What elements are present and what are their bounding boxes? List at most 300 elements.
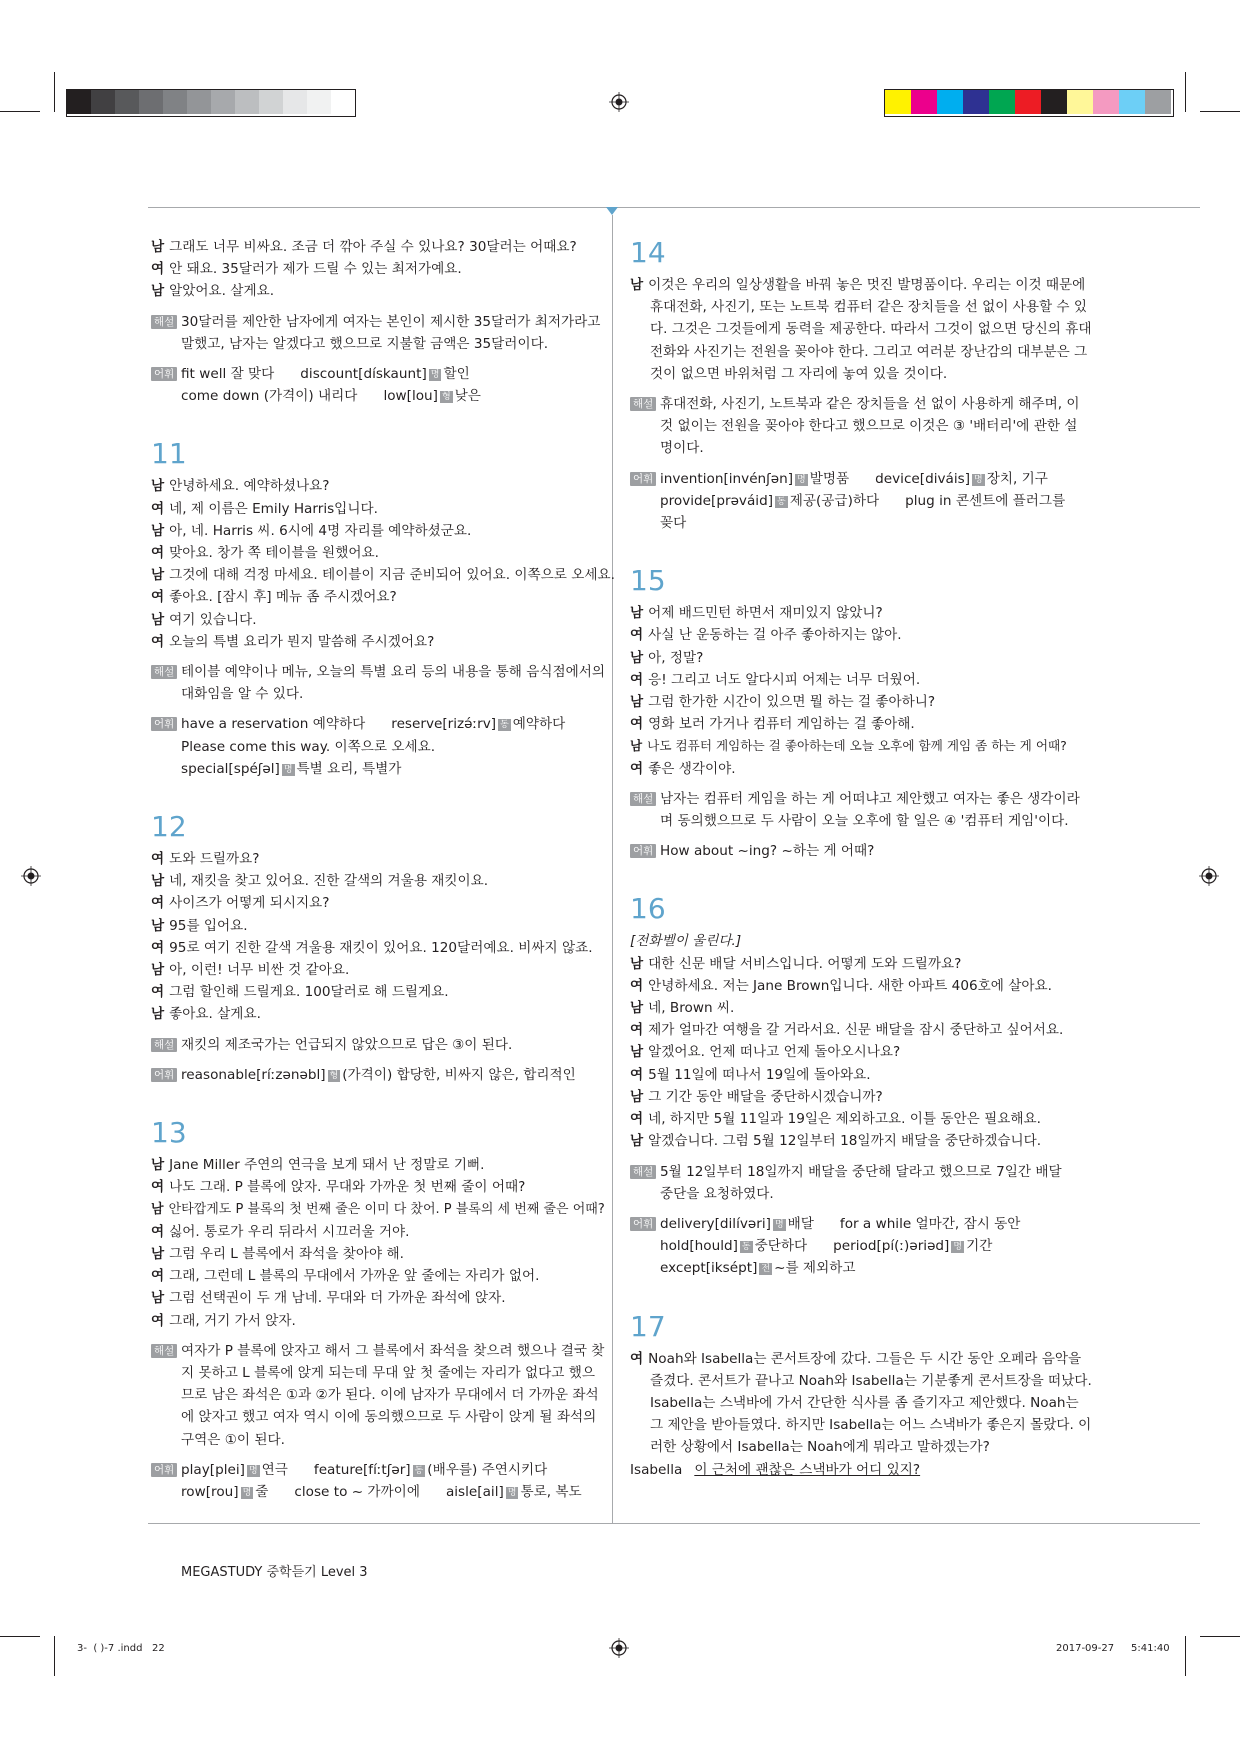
vocab-entry: device[diváis] [875, 470, 971, 487]
crop-mark [1200, 111, 1240, 112]
note-line [660, 1257, 1082, 1279]
dialogue-line [630, 1019, 1082, 1041]
utterance: 대한 신문 배달 서비스입니다. 어떻게 도와 드릴까요? [648, 955, 962, 972]
question-number: 13 [151, 1116, 187, 1150]
question-number: 11 [151, 437, 187, 471]
dialogue-line [630, 997, 1082, 1019]
color-swatch [989, 90, 1015, 114]
monologue-line: 그 제안을 받아들였다. 하지만 Isabella는 어느 스낵바가 좋은지 몰랐다. 이 [650, 1417, 1092, 1434]
note-line [660, 468, 1082, 490]
vocab-meaning: 예약하다 [512, 716, 566, 733]
utterance: 좋아요. [잠시 후] 메뉴 좀 주시겠어요? [169, 589, 397, 606]
vocab-meaning: 기간 [966, 1238, 993, 1255]
utterance: 안녕하세요. 저는 Jane Brown입니다. 새한 아파트 406호에 살아요. [648, 977, 1052, 994]
right-column [630, 236, 1092, 1481]
dialogue [630, 953, 1082, 1153]
note-line: 30달러를 제안한 남자에게 여자는 본인이 제시한 35달러가 최저가라고 [181, 313, 601, 330]
monologue [630, 1348, 1092, 1459]
utterance: 제가 얼마간 여행을 갈 거라서요. 신문 배달을 잠시 중단하고 싶어서요. [648, 1022, 1064, 1039]
dialogue-line [151, 1221, 601, 1243]
speaker: 여 [630, 716, 644, 733]
note-line [181, 1459, 601, 1481]
utterance: 좋은 생각이야. [648, 760, 736, 777]
dialogue-line [151, 915, 601, 937]
dialogue-line [630, 713, 1082, 735]
monologue-line: 전화와 사진기는 전원을 꽂아야 한다. 그리고 여러분 장난감의 대부분은 그 [650, 343, 1088, 360]
note-line: 5월 12일부터 18일까지 배달을 중단해 달라고 했으므로 7일간 배달 [660, 1163, 1062, 1180]
vocabulary-note [151, 713, 601, 780]
utterance: 네, 재킷을 찾고 있어요. 진한 갈색의 겨울용 재킷이요. [169, 873, 489, 890]
dialogue [630, 602, 1082, 780]
color-swatch [1067, 90, 1093, 114]
utterance: 나도 그래. P 블록에 앉자. 무대와 가까운 첫 번째 줄이 어때? [169, 1179, 526, 1196]
slug-date: 2017-09-27 [1056, 1643, 1115, 1654]
vocabulary-tag: 어휘 [630, 844, 656, 858]
dialogue-line [151, 1243, 601, 1265]
speaker: 남 [630, 1133, 644, 1150]
explanation-note [151, 1340, 605, 1451]
answer-line [630, 1459, 1082, 1481]
gray-swatch [307, 90, 331, 114]
vocabulary-note [630, 468, 1082, 535]
vocabulary-tag: 어휘 [151, 367, 177, 381]
note-line: 중단을 요청하였다. [660, 1185, 774, 1202]
slug-time: 5:41:40 [1131, 1643, 1170, 1654]
dialogue-line [630, 975, 1082, 997]
utterance: 5월 11일에 떠나서 19일에 돌아와요. [648, 1066, 871, 1083]
gray-swatch [259, 90, 283, 114]
pos-badge: 동 [500, 720, 509, 731]
pos-badge: 전 [761, 1264, 771, 1275]
vocab-meaning: 배달 [787, 1215, 814, 1232]
note-line: 명이다. [660, 440, 704, 457]
vocab-meaning: ~를 제외하고 [774, 1260, 856, 1277]
utterance: 여기 있습니다. [169, 611, 257, 628]
vocab-entry: low[lou] [383, 388, 438, 405]
speaker: 남 [630, 1044, 644, 1061]
vocab-entry: reasonable[ríːzənəbl] [181, 1066, 326, 1083]
monologue-line: Isabella는 스낵바에 가서 간단한 식사를 좀 즐기자고 제안했다. Noah는 [650, 1394, 1079, 1411]
dialogue-line [630, 1130, 1082, 1152]
pos-badge: 명 [974, 474, 983, 485]
dialogue-line [151, 498, 601, 520]
dialogue-line [630, 669, 1082, 691]
vocab-entry: for a while 얼마간, 잠시 동안 [839, 1215, 1021, 1232]
dialogue-line [151, 1003, 601, 1025]
monologue-line: 다. 그것은 그것들에게 동력을 제공한다. 따라서 그것이 없으면 당신의 휴대 [650, 321, 1092, 338]
dialogue-line [151, 892, 601, 914]
monologue-line: 즐겼다. 콘서트가 끝나고 Noah와 Isabella는 기분좋게 콘서트장을 떠났다. [650, 1372, 1092, 1389]
vocab-entry: special[spéʃəl] [181, 760, 280, 777]
vocab-meaning: 줄 [255, 1483, 269, 1500]
vocab-entry: period[pí(ː)əriəd] [833, 1238, 950, 1255]
vocabulary-note [151, 1064, 601, 1086]
vocab-meaning: 중단하다 [754, 1238, 808, 1255]
dialogue-line [630, 1041, 1082, 1063]
pos-badge: 명 [248, 1465, 258, 1476]
utterance: 95로 여기 진한 갈색 겨울용 재킷이 있어요. 120달러예요. 비싸지 않죠. [169, 939, 593, 956]
monologue-line: 것이 없으면 바위처럼 그 자리에 놓여 있을 것이다. [650, 365, 948, 382]
dialogue-line [151, 981, 601, 1003]
speaker: 여 [630, 671, 644, 688]
note-line: 말했고, 남자는 알겠다고 했으므로 지불할 금액은 35달러이다. [181, 335, 549, 352]
note-line: 구역은 ①이 된다. [181, 1431, 285, 1448]
vocab-entry: plug in 콘센트에 플러그를 [905, 492, 1066, 509]
explanation-tag: 해설 [151, 315, 177, 329]
speaker: 남 [151, 567, 165, 584]
utterance: 아, 정말? [648, 649, 704, 666]
pos-badge: 동 [777, 496, 786, 507]
dialogue [151, 475, 615, 653]
utterance: 그래, 거기 가서 앉자. [169, 1312, 296, 1329]
crop-mark [1200, 1636, 1240, 1637]
color-swatch [885, 90, 911, 114]
left-column [151, 236, 615, 1503]
vocab-meaning: 연극 [261, 1461, 288, 1478]
utterance: 사실 난 운동하는 걸 아주 좋아하지는 않아. [648, 627, 902, 644]
utterance: 아, 네. Harris 씨. 6시에 4명 자리를 예약하셨군요. [169, 522, 472, 539]
dialogue-line [151, 475, 601, 497]
speaker: 남 [630, 1088, 644, 1105]
bottom-rule [148, 1523, 1200, 1524]
crop-mark [1185, 72, 1186, 112]
dialogue-line [630, 647, 1082, 669]
monologue-line [630, 1348, 1082, 1370]
question-number: 15 [630, 564, 666, 598]
note-line [181, 363, 601, 385]
stage-direction: [전화벨이 울린다.] [630, 933, 742, 950]
vocab-meaning: 특별 요리, 특별가 [296, 760, 402, 777]
note-line: 테이블 예약이나 메뉴, 오늘의 특별 요리 등의 내용을 통해 음식점에서의 [181, 664, 606, 681]
note-line [660, 490, 1082, 512]
explanation-tag: 해설 [151, 1344, 177, 1358]
vocab-entry: invention[invénʃən] [660, 470, 794, 487]
intro-dialogue [151, 236, 601, 303]
utterance: 좋아요. 살게요. [169, 1006, 261, 1023]
note-line: 것 없이는 전원을 꽂아야 한다고 했으므로 이것은 ③ '배터리'에 관한 설 [660, 418, 1078, 435]
monologue-line: 남 이것은 우리의 일상생활을 바꿔 놓은 멋진 발명품이다. 우리는 이것 때문에 [630, 277, 1086, 293]
vocab-meaning: (배우를) 주연시키다 [427, 1461, 548, 1478]
utterance: 아, 이런! 너무 비싼 것 같아요. [169, 962, 350, 979]
note-line: 재킷의 제조국가는 언급되지 않았으므로 답은 ③이 된다. [181, 1036, 513, 1053]
speaker: 남 [630, 1000, 644, 1017]
vocab-entry: discount[dískaunt] [300, 366, 427, 383]
gray-swatch [115, 90, 139, 114]
dialogue-line [151, 1265, 601, 1287]
dialogue-line [151, 258, 601, 280]
utterance: Jane Miller 주연의 연극을 보게 돼서 난 정말로 기뻐. [169, 1157, 485, 1174]
speaker: 여 [630, 760, 644, 777]
utterance: 그것에 대해 걱정 마세요. 테이블이 지금 준비되어 있어요. 이쪽으로 오세요. [169, 567, 615, 584]
dialogue-line [151, 848, 601, 870]
vocab-entry: feature[fíːtʃər] [313, 1461, 411, 1478]
crop-mark [54, 1636, 55, 1676]
monologue [630, 274, 1092, 385]
note-line: 며 동의했으므로 두 사람이 오늘 오후에 할 일은 ④ '컴퓨터 게임'이다. [660, 813, 1069, 830]
explanation-note [630, 1161, 1082, 1205]
note-line [181, 1481, 601, 1503]
note-line: How about ~ing? ~하는 게 어때? [660, 843, 875, 860]
speaker: 여 [151, 589, 165, 606]
dialogue-line [151, 1176, 601, 1198]
vocab-entry: fit well 잘 맞다 [181, 366, 275, 383]
dialogue-line [630, 1064, 1082, 1086]
speaker: 여 [630, 1111, 644, 1128]
note-line [660, 1235, 1082, 1257]
note-line: 꽂다 [660, 515, 687, 532]
monologue-line: 휴대전화, 사진기, 또는 노트북 컴퓨터 같은 장치들을 선 없이 사용할 수 있 [650, 299, 1087, 316]
dialogue-line [151, 564, 615, 586]
dialogue-line [630, 758, 1082, 780]
speaker: 남 [151, 873, 165, 890]
vocab-meaning: 장치, 기구 [986, 470, 1048, 487]
speaker: 남 [630, 694, 644, 711]
explanation-note [630, 393, 1082, 460]
slug-filename: 3- ( )-7 .indd 22 [77, 1643, 165, 1654]
color-swatch [1145, 90, 1171, 114]
vocab-meaning: (가격이) 합당한, 비싸지 않은, 합리적인 [342, 1066, 576, 1083]
speaker: 여 [151, 939, 165, 956]
utterance: 95를 입어요. [169, 917, 248, 934]
registration-mark-icon [609, 92, 629, 112]
answer-speaker: Isabella [630, 1461, 683, 1478]
pos-badge: 형 [441, 392, 451, 403]
utterance: 알겠습니다. 그럼 5월 12일부터 18일까지 배달을 중단하겠습니다. [648, 1133, 1042, 1150]
vocab-entry: close to ~ 가까이에 [294, 1483, 420, 1500]
utterance: 그래도 너무 비싸요. 조금 더 깎아 주실 수 있나요? 30달러는 어때요? [169, 239, 577, 255]
utterance: 응! 그리고 너도 알다시피 어제는 너무 더웠어. [648, 671, 921, 688]
gray-swatch [235, 90, 259, 114]
explanation-note [151, 1034, 601, 1056]
speaker: 남 [630, 955, 644, 972]
speaker: 남 [151, 962, 165, 979]
dialogue [151, 848, 601, 1026]
question-number: 14 [630, 236, 666, 269]
speaker: 여 [151, 545, 165, 562]
speaker: 여 [151, 851, 165, 868]
vocab-entry: play[plei] [181, 1461, 245, 1478]
speaker: 남 [151, 1245, 165, 1262]
crop-mark [0, 1636, 40, 1637]
answer-text: 이 근처에 괜찮은 스낵바가 어디 있지? [694, 1461, 921, 1478]
explanation-note [151, 311, 601, 355]
crop-mark [54, 72, 55, 112]
vocab-meaning: 발명품 [809, 470, 850, 487]
utterance: 그럼 선택권이 두 개 남네. 무대와 더 가까운 좌석에 앉자. [169, 1290, 506, 1307]
dialogue [151, 1154, 605, 1332]
note-line: 에 앉자고 했고 여자 역시 이에 동의했으므로 두 사람이 앉게 될 좌석의 [181, 1409, 597, 1426]
vocabulary-note [151, 1459, 601, 1503]
crop-mark [1185, 1636, 1186, 1676]
speaker: 여 [151, 261, 165, 278]
registration-mark-icon [21, 866, 41, 886]
dialogue-line [151, 959, 601, 981]
utterance: 싫어. 통로가 우리 뒤라서 시끄러울 거야. [169, 1223, 410, 1240]
utterance: 그럼 할인해 드릴게요. 100달러로 해 드릴게요. [169, 984, 449, 1001]
dialogue-line [151, 280, 601, 302]
dialogue-line [151, 542, 601, 564]
dialogue-line [151, 631, 601, 653]
vocab-meaning: 제공(공급)하다 [789, 492, 880, 509]
dialogue-line [630, 953, 1082, 975]
question-number: 17 [630, 1309, 666, 1343]
note-line: 여자가 P 블록에 앉자고 해서 그 블록에서 좌석을 찾으려 했으나 결국 찾 [181, 1342, 605, 1359]
vocabulary-tag: 어휘 [151, 717, 177, 731]
crop-mark [0, 111, 40, 112]
vocab-entry: row[rou] [181, 1483, 239, 1500]
dialogue-line [151, 1154, 601, 1176]
gray-swatch [211, 90, 235, 114]
note-line [181, 385, 601, 407]
speaker: 여 [151, 895, 165, 912]
utterance: 그 기간 동안 배달을 중단하시겠습니까? [648, 1088, 883, 1105]
pos-badge: 명 [774, 1219, 784, 1230]
dialogue-line [151, 236, 601, 258]
explanation-note [151, 661, 606, 705]
color-swatch [937, 90, 963, 114]
gray-swatch [67, 90, 91, 114]
dialogue-line [151, 586, 601, 608]
vocab-entry: have a reservation 예약하다 [181, 716, 366, 733]
gray-swatch [283, 90, 307, 114]
color-swatch [1119, 90, 1145, 114]
utterance: 맞아요. 창가 쪽 테이블을 원했어요. [169, 545, 379, 562]
speaker: 여 [630, 977, 644, 994]
pos-badge: 동 [741, 1242, 751, 1253]
vocabulary-note [630, 1213, 1082, 1280]
registration-mark-icon [609, 1638, 629, 1658]
utterance: 그래, 그런데 L 블록의 무대에서 가까운 앞 줄에는 자리가 없어. [169, 1268, 540, 1285]
vocabulary-tag: 어휘 [151, 1068, 177, 1082]
vocabulary-note [151, 363, 601, 407]
note-line: 지 못하고 L 블록에 앉게 되는데 무대 앞 첫 줄에는 자리가 없다고 했으 [181, 1364, 595, 1381]
monologue-line: 러한 상황에서 Isabella는 Noah에게 뭐라고 말하겠는가? [650, 1439, 990, 1456]
speaker: 여 [630, 1066, 644, 1083]
note-line: 휴대전화, 사진기, 노트북과 같은 장치들을 선 없이 사용하게 해주며, 이 [660, 396, 1080, 413]
gray-swatch [139, 90, 163, 114]
note-line [181, 758, 601, 780]
pos-badge: 형 [329, 1070, 339, 1081]
pos-badge: 명 [953, 1242, 963, 1253]
note-line [660, 1213, 1082, 1235]
dialogue-line [151, 870, 601, 892]
utterance: 알겠어요. 언제 떠나고 언제 돌아오시나요? [648, 1044, 901, 1061]
speaker: 남 [630, 738, 643, 754]
vocab-meaning: 할인 [443, 366, 470, 383]
vocab-meaning: 낮은 [454, 388, 481, 405]
speaker: 남 [151, 611, 165, 628]
utterance: 나도 컴퓨터 게임하는 걸 좋아하는데 오늘 오후에 함께 게임 좀 하는 게 어때? [647, 738, 1067, 754]
column-divider [612, 215, 613, 1523]
dialogue-line [630, 1086, 1082, 1108]
note-line: 남자는 컴퓨터 게임을 하는 게 어떠냐고 제안했고 여자는 좋은 생각이라 [660, 790, 1080, 807]
utterance: 이것은 우리의 일상생활을 바꿔 놓은 멋진 발명품이다. 우리는 이것 때문에 [648, 277, 1086, 293]
dialogue-line [151, 609, 601, 631]
speaker: 남 [151, 917, 165, 934]
explanation-tag: 해설 [151, 665, 177, 679]
dialogue-line [630, 735, 1082, 757]
utterance: 그럼 우리 L 블록에서 좌석을 찾아야 해. [169, 1245, 404, 1262]
utterance: 네, Brown 씨. [648, 1000, 735, 1017]
utterance: 안 돼요. 35달러가 제가 드릴 수 있는 최저가예요. [169, 261, 462, 278]
explanation-tag: 해설 [630, 792, 656, 806]
pos-badge: 명 [283, 764, 293, 775]
vocab-entry: delivery[dilívəri] [660, 1215, 771, 1232]
question-number: 12 [151, 810, 187, 844]
speaker: 남 [151, 478, 165, 495]
dialogue-line [151, 1287, 601, 1309]
dialogue-line [151, 520, 601, 542]
pos-badge: 동 [414, 1465, 424, 1476]
vocabulary-tag: 어휘 [630, 1217, 656, 1231]
pos-badge: 명 [797, 474, 806, 485]
utterance: 그럼 한가한 시간이 있으면 뭘 하는 걸 좋아하니? [648, 694, 936, 711]
pos-badge: 명 [507, 1487, 517, 1498]
speaker: 여 [151, 984, 165, 1001]
utterance: 어제 배드민턴 하면서 재미있지 않았니? [648, 605, 883, 622]
speaker: 남 [151, 283, 165, 300]
utterance: 네, 제 이름은 Emily Harris입니다. [169, 500, 378, 517]
explanation-tag: 해설 [151, 1038, 177, 1052]
speaker: 남 [151, 1290, 165, 1307]
vocab-entry: Please come this way. 이쪽으로 오세요. [181, 738, 436, 755]
speaker: 남 [151, 1157, 165, 1174]
dialogue-line [151, 1199, 605, 1221]
gray-swatch [187, 90, 211, 114]
footer-title: MEGASTUDY 중학듣기 Level 3 [181, 1565, 368, 1580]
speaker: 여 [151, 500, 165, 517]
utterance: Noah와 Isabella는 콘서트장에 갔다. 그들은 두 시간 동안 오페라 음악을 [648, 1350, 1082, 1367]
utterance: 도와 드릴까요? [169, 851, 260, 868]
vocabulary-tag: 어휘 [630, 472, 656, 486]
speaker: 남 [151, 1201, 164, 1217]
vocabulary-tag: 어휘 [151, 1463, 177, 1477]
vocab-entry: except[iksépt] [660, 1260, 758, 1277]
vocabulary-note [630, 840, 1082, 862]
explanation-tag: 해설 [630, 1165, 656, 1179]
speaker: 여 [151, 1223, 165, 1240]
dialogue-line [630, 602, 1082, 624]
pos-badge: 명 [242, 1487, 252, 1498]
utterance: 사이즈가 어떻게 되시지요? [169, 895, 330, 912]
utterance: 오늘의 특별 요리가 뭔지 말씀해 주시겠어요? [169, 633, 435, 650]
vocab-entry: reserve[rizə́ːrv] [391, 716, 497, 733]
gray-swatch [163, 90, 187, 114]
color-swatch [1015, 90, 1041, 114]
vocab-entry: hold[hould] [660, 1238, 738, 1255]
dialogue-line [630, 624, 1082, 646]
speaker: 남 [151, 239, 165, 255]
vocab-entry: come down (가격이) 내리다 [181, 388, 358, 405]
explanation-tag: 해설 [630, 397, 656, 411]
utterance: 영화 보러 가거나 컴퓨터 게임하는 걸 좋아해. [648, 716, 915, 733]
dialogue-line [630, 1108, 1082, 1130]
utterance: 안녕하세요. 예약하셨나요? [169, 478, 330, 495]
utterance: 안타깝게도 P 블록의 첫 번째 줄은 이미 다 찼어. P 블록의 세 번째 줄은 어때? [168, 1201, 605, 1217]
speaker: 남 [630, 605, 644, 622]
dialogue-line [151, 937, 601, 959]
color-swatch [911, 90, 937, 114]
dialogue-line [151, 1310, 601, 1332]
speaker: 여 [630, 627, 644, 644]
pos-badge: 명 [430, 370, 440, 381]
speaker: 여 [151, 633, 165, 650]
color-swatch [1093, 90, 1119, 114]
gray-swatch [91, 90, 115, 114]
utterance: 네, 하지만 5월 11일과 19일은 제외하고요. 이틀 동안은 필요해요. [648, 1111, 1041, 1128]
note-line: 므로 남은 좌석은 ①과 ②가 된다. 이에 남자가 무대에서 더 가까운 좌석 [181, 1387, 599, 1404]
registration-mark-icon [1199, 866, 1219, 886]
